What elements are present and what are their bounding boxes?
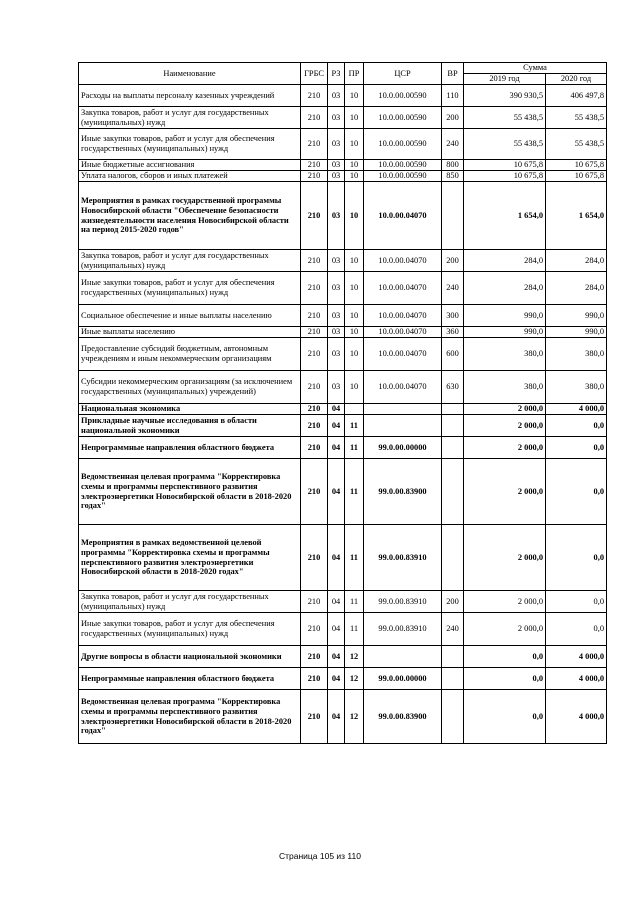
cell-name: Социальное обеспечение и иные выплаты населению bbox=[79, 305, 301, 327]
cell-vr bbox=[442, 668, 464, 690]
cell-vr: 850 bbox=[442, 171, 464, 182]
cell-2019: 990,0 bbox=[464, 305, 546, 327]
cell-vr: 200 bbox=[442, 591, 464, 613]
table-row bbox=[79, 525, 607, 591]
header-row bbox=[79, 63, 607, 74]
cell-2020: 55 438,5 bbox=[546, 129, 607, 160]
cell-name: Субсидии некоммерческим организациям (за исключением государственных (муниципальных) учреждений) bbox=[79, 371, 301, 404]
cell-rz: 03 bbox=[328, 107, 345, 129]
cell-vr: 630 bbox=[442, 371, 464, 404]
cell-2019: 2 000,0 bbox=[464, 525, 546, 591]
cell-csr: 99.0.00.00000 bbox=[364, 668, 442, 690]
cell-rz: 04 bbox=[328, 668, 345, 690]
table-row bbox=[79, 404, 607, 415]
cell-vr: 240 bbox=[442, 613, 464, 646]
cell-grbs: 210 bbox=[301, 250, 328, 272]
cell-pr bbox=[345, 404, 364, 415]
cell-2020: 4 000,0 bbox=[546, 404, 607, 415]
table-row bbox=[79, 690, 607, 744]
cell-name: Иные бюджетные ассигнования bbox=[79, 160, 301, 171]
cell-2020: 0,0 bbox=[546, 437, 607, 459]
cell-rz: 04 bbox=[328, 591, 345, 613]
cell-name: Национальная экономика bbox=[79, 404, 301, 415]
cell-name: Мероприятия в рамках государственной программы Новосибирской области "Обеспечение безопасности жизнедеятельности населения Новосибирской области на период 2015-2020 годов" bbox=[79, 182, 301, 250]
cell-2019: 380,0 bbox=[464, 371, 546, 404]
cell-vr bbox=[442, 182, 464, 250]
cell-grbs: 210 bbox=[301, 459, 328, 525]
cell-csr: 10.0.00.00590 bbox=[364, 107, 442, 129]
cell-grbs: 210 bbox=[301, 171, 328, 182]
cell-csr: 10.0.00.00590 bbox=[364, 160, 442, 171]
cell-vr: 360 bbox=[442, 327, 464, 338]
cell-csr: 10.0.00.04070 bbox=[364, 250, 442, 272]
cell-vr: 200 bbox=[442, 250, 464, 272]
cell-2020: 0,0 bbox=[546, 525, 607, 591]
header-year-2020: 2020 год bbox=[546, 74, 607, 85]
cell-2019: 55 438,5 bbox=[464, 107, 546, 129]
cell-csr: 10.0.00.04070 bbox=[364, 371, 442, 404]
cell-2019: 0,0 bbox=[464, 668, 546, 690]
cell-pr: 10 bbox=[345, 107, 364, 129]
cell-pr: 10 bbox=[345, 250, 364, 272]
table-row bbox=[79, 129, 607, 160]
cell-grbs: 210 bbox=[301, 613, 328, 646]
header-name: Наименование bbox=[79, 63, 301, 85]
cell-pr: 12 bbox=[345, 646, 364, 668]
cell-name: Иные выплаты населению bbox=[79, 327, 301, 338]
cell-grbs: 210 bbox=[301, 327, 328, 338]
cell-2020: 55 438,5 bbox=[546, 107, 607, 129]
table-row bbox=[79, 613, 607, 646]
table-row bbox=[79, 160, 607, 171]
table-row bbox=[79, 371, 607, 404]
cell-2019: 0,0 bbox=[464, 690, 546, 744]
cell-name: Иные закупки товаров, работ и услуг для обеспечения государственных (муниципальных) нужд bbox=[79, 272, 301, 305]
cell-2020: 0,0 bbox=[546, 459, 607, 525]
cell-csr: 10.0.00.04070 bbox=[364, 305, 442, 327]
cell-pr: 10 bbox=[345, 85, 364, 107]
cell-pr: 10 bbox=[345, 182, 364, 250]
cell-vr: 240 bbox=[442, 272, 464, 305]
budget-table bbox=[78, 62, 607, 744]
cell-2019: 1 654,0 bbox=[464, 182, 546, 250]
header-vr: ВР bbox=[442, 63, 464, 85]
cell-grbs: 210 bbox=[301, 690, 328, 744]
cell-2019: 2 000,0 bbox=[464, 591, 546, 613]
cell-name: Уплата налогов, сборов и иных платежей bbox=[79, 171, 301, 182]
cell-vr: 300 bbox=[442, 305, 464, 327]
table-row bbox=[79, 272, 607, 305]
cell-rz: 04 bbox=[328, 646, 345, 668]
cell-csr: 10.0.00.00590 bbox=[364, 129, 442, 160]
cell-pr: 12 bbox=[345, 690, 364, 744]
cell-rz: 03 bbox=[328, 327, 345, 338]
cell-2019: 284,0 bbox=[464, 250, 546, 272]
cell-grbs: 210 bbox=[301, 272, 328, 305]
cell-rz: 03 bbox=[328, 171, 345, 182]
cell-vr: 600 bbox=[442, 338, 464, 371]
cell-pr: 10 bbox=[345, 371, 364, 404]
cell-pr: 11 bbox=[345, 459, 364, 525]
cell-grbs: 210 bbox=[301, 338, 328, 371]
cell-rz: 03 bbox=[328, 129, 345, 160]
cell-vr bbox=[442, 525, 464, 591]
cell-rz: 04 bbox=[328, 613, 345, 646]
table-row bbox=[79, 85, 607, 107]
cell-vr bbox=[442, 437, 464, 459]
cell-name: Расходы на выплаты персоналу казенных учреждений bbox=[79, 85, 301, 107]
cell-pr: 11 bbox=[345, 591, 364, 613]
cell-rz: 03 bbox=[328, 250, 345, 272]
cell-2020: 0,0 bbox=[546, 415, 607, 437]
cell-rz: 04 bbox=[328, 404, 345, 415]
header-year-2019: 2019 год bbox=[464, 74, 546, 85]
cell-csr bbox=[364, 404, 442, 415]
header-csr: ЦСР bbox=[364, 63, 442, 85]
table-row bbox=[79, 437, 607, 459]
cell-2019: 390 930,5 bbox=[464, 85, 546, 107]
cell-name: Непрограммные направления областного бюджета bbox=[79, 437, 301, 459]
cell-grbs: 210 bbox=[301, 160, 328, 171]
page-footer: Страница 105 из 110 bbox=[279, 851, 361, 861]
table-body bbox=[79, 85, 607, 744]
table-row bbox=[79, 668, 607, 690]
header-pr: ПР bbox=[345, 63, 364, 85]
cell-pr: 10 bbox=[345, 338, 364, 371]
cell-name: Прикладные научные исследования в области национальной экономики bbox=[79, 415, 301, 437]
cell-grbs: 210 bbox=[301, 525, 328, 591]
cell-csr: 10.0.00.04070 bbox=[364, 182, 442, 250]
table-row bbox=[79, 646, 607, 668]
cell-grbs: 210 bbox=[301, 591, 328, 613]
cell-rz: 03 bbox=[328, 182, 345, 250]
table-row bbox=[79, 327, 607, 338]
header-grbs: ГРБС bbox=[301, 63, 328, 85]
cell-2020: 10 675,8 bbox=[546, 171, 607, 182]
cell-2020: 380,0 bbox=[546, 371, 607, 404]
cell-vr bbox=[442, 404, 464, 415]
cell-vr bbox=[442, 646, 464, 668]
table-row bbox=[79, 182, 607, 250]
cell-csr bbox=[364, 415, 442, 437]
cell-2020: 284,0 bbox=[546, 250, 607, 272]
table-row bbox=[79, 107, 607, 129]
cell-csr: 10.0.00.04070 bbox=[364, 327, 442, 338]
cell-2019: 990,0 bbox=[464, 327, 546, 338]
cell-rz: 04 bbox=[328, 459, 345, 525]
cell-pr: 10 bbox=[345, 327, 364, 338]
cell-pr: 10 bbox=[345, 272, 364, 305]
cell-2020: 0,0 bbox=[546, 613, 607, 646]
table-row bbox=[79, 415, 607, 437]
header-sum: Сумма bbox=[464, 63, 607, 74]
cell-2020: 1 654,0 bbox=[546, 182, 607, 250]
cell-grbs: 210 bbox=[301, 305, 328, 327]
cell-grbs: 210 bbox=[301, 182, 328, 250]
table-row bbox=[79, 338, 607, 371]
table-row bbox=[79, 305, 607, 327]
cell-grbs: 210 bbox=[301, 371, 328, 404]
cell-2020: 4 000,0 bbox=[546, 668, 607, 690]
cell-name: Мероприятия в рамках ведомственной целевой программы "Корректировка схемы и программы перспективного развития электроэнергетики Новосибирской области в 2018-2020 годах" bbox=[79, 525, 301, 591]
cell-name: Иные закупки товаров, работ и услуг для обеспечения государственных (муниципальных) нужд bbox=[79, 613, 301, 646]
cell-csr: 99.0.00.83910 bbox=[364, 591, 442, 613]
cell-2019: 2 000,0 bbox=[464, 437, 546, 459]
cell-vr bbox=[442, 459, 464, 525]
cell-pr: 12 bbox=[345, 668, 364, 690]
cell-rz: 04 bbox=[328, 437, 345, 459]
cell-vr bbox=[442, 415, 464, 437]
cell-pr: 10 bbox=[345, 305, 364, 327]
cell-2020: 4 000,0 bbox=[546, 646, 607, 668]
cell-rz: 03 bbox=[328, 272, 345, 305]
cell-rz: 03 bbox=[328, 305, 345, 327]
cell-vr: 110 bbox=[442, 85, 464, 107]
cell-pr: 11 bbox=[345, 525, 364, 591]
cell-2019: 284,0 bbox=[464, 272, 546, 305]
cell-pr: 11 bbox=[345, 437, 364, 459]
cell-rz: 04 bbox=[328, 690, 345, 744]
cell-rz: 04 bbox=[328, 415, 345, 437]
cell-2019: 2 000,0 bbox=[464, 415, 546, 437]
cell-grbs: 210 bbox=[301, 85, 328, 107]
cell-2019: 10 675,8 bbox=[464, 171, 546, 182]
cell-2019: 2 000,0 bbox=[464, 404, 546, 415]
cell-pr: 10 bbox=[345, 160, 364, 171]
cell-2019: 0,0 bbox=[464, 646, 546, 668]
cell-2020: 284,0 bbox=[546, 272, 607, 305]
cell-name: Другие вопросы в области национальной экономики bbox=[79, 646, 301, 668]
cell-2019: 10 675,8 bbox=[464, 160, 546, 171]
cell-2019: 2 000,0 bbox=[464, 613, 546, 646]
cell-grbs: 210 bbox=[301, 404, 328, 415]
cell-name: Закупка товаров, работ и услуг для государственных (муниципальных) нужд bbox=[79, 250, 301, 272]
cell-2019: 2 000,0 bbox=[464, 459, 546, 525]
cell-rz: 03 bbox=[328, 85, 345, 107]
cell-csr: 99.0.00.83900 bbox=[364, 459, 442, 525]
cell-2020: 10 675,8 bbox=[546, 160, 607, 171]
cell-name: Предоставление субсидий бюджетным, автономным учреждениям и иным некоммерческим организациям bbox=[79, 338, 301, 371]
cell-grbs: 210 bbox=[301, 107, 328, 129]
cell-csr: 10.0.00.04070 bbox=[364, 338, 442, 371]
cell-name: Закупка товаров, работ и услуг для государственных (муниципальных) нужд bbox=[79, 107, 301, 129]
cell-grbs: 210 bbox=[301, 437, 328, 459]
cell-csr: 99.0.00.83910 bbox=[364, 613, 442, 646]
table-row bbox=[79, 591, 607, 613]
cell-grbs: 210 bbox=[301, 129, 328, 160]
cell-csr: 10.0.00.00590 bbox=[364, 85, 442, 107]
cell-2020: 0,0 bbox=[546, 591, 607, 613]
cell-name: Ведомственная целевая программа "Корректировка схемы и программы перспективного развития электроэнергетики Новосибирской области в 2018-2020 годах" bbox=[79, 690, 301, 744]
cell-csr: 99.0.00.00000 bbox=[364, 437, 442, 459]
cell-grbs: 210 bbox=[301, 415, 328, 437]
cell-rz: 03 bbox=[328, 371, 345, 404]
cell-pr: 11 bbox=[345, 613, 364, 646]
table-row bbox=[79, 171, 607, 182]
cell-vr bbox=[442, 690, 464, 744]
cell-2019: 380,0 bbox=[464, 338, 546, 371]
cell-grbs: 210 bbox=[301, 668, 328, 690]
cell-rz: 03 bbox=[328, 338, 345, 371]
cell-rz: 04 bbox=[328, 525, 345, 591]
cell-vr: 800 bbox=[442, 160, 464, 171]
cell-csr bbox=[364, 646, 442, 668]
cell-vr: 200 bbox=[442, 107, 464, 129]
cell-csr: 99.0.00.83900 bbox=[364, 690, 442, 744]
cell-csr: 10.0.00.00590 bbox=[364, 171, 442, 182]
cell-2020: 990,0 bbox=[546, 305, 607, 327]
cell-name: Ведомственная целевая программа "Корректировка схемы и программы перспективного развития электроэнергетики Новосибирской области в 2018-2020 годах" bbox=[79, 459, 301, 525]
cell-pr: 10 bbox=[345, 129, 364, 160]
cell-2020: 406 497,8 bbox=[546, 85, 607, 107]
cell-2019: 55 438,5 bbox=[464, 129, 546, 160]
cell-pr: 10 bbox=[345, 171, 364, 182]
header-rz: РЗ bbox=[328, 63, 345, 85]
cell-rz: 03 bbox=[328, 160, 345, 171]
table-row bbox=[79, 459, 607, 525]
cell-grbs: 210 bbox=[301, 646, 328, 668]
cell-2020: 380,0 bbox=[546, 338, 607, 371]
cell-name: Иные закупки товаров, работ и услуг для обеспечения государственных (муниципальных) нужд bbox=[79, 129, 301, 160]
cell-2020: 4 000,0 bbox=[546, 690, 607, 744]
cell-2020: 990,0 bbox=[546, 327, 607, 338]
cell-pr: 11 bbox=[345, 415, 364, 437]
table-row bbox=[79, 250, 607, 272]
cell-csr: 10.0.00.04070 bbox=[364, 272, 442, 305]
cell-name: Закупка товаров, работ и услуг для государственных (муниципальных) нужд bbox=[79, 591, 301, 613]
cell-name: Непрограммные направления областного бюджета bbox=[79, 668, 301, 690]
cell-csr: 99.0.00.83910 bbox=[364, 525, 442, 591]
cell-vr: 240 bbox=[442, 129, 464, 160]
